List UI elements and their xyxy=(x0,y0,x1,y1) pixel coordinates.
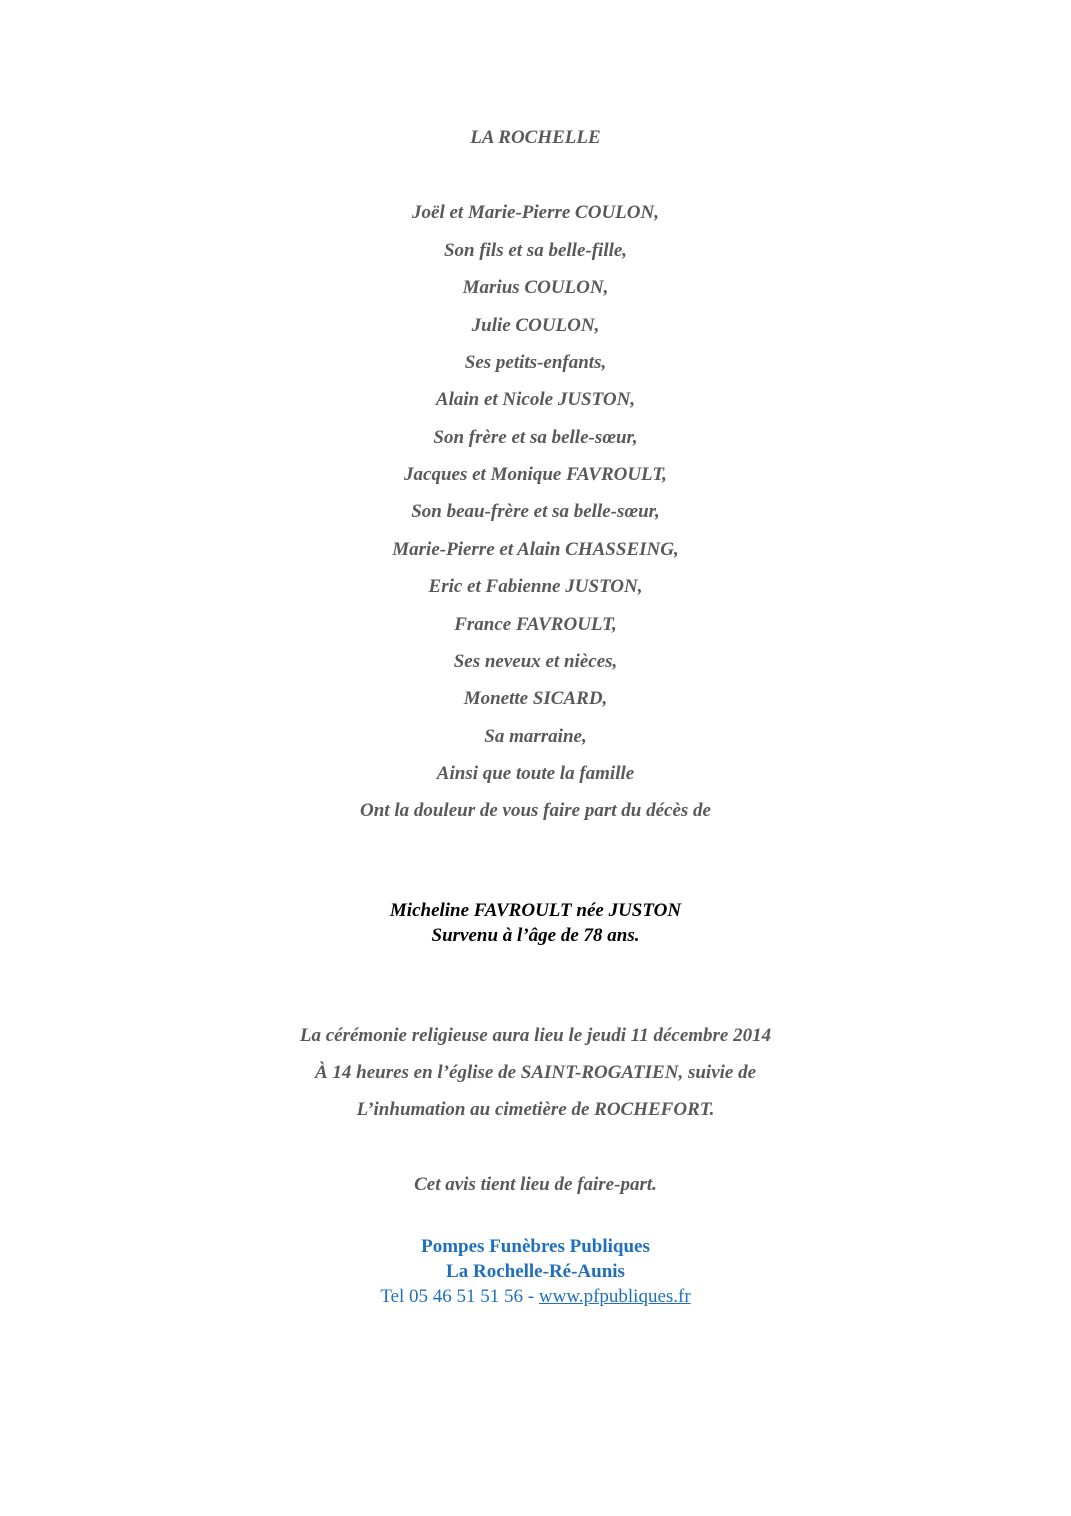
funeral-home-location: La Rochelle-Ré-Aunis xyxy=(446,1261,625,1282)
notice-text: Cet avis tient lieu de faire-part. xyxy=(414,1174,657,1195)
family-line-12: France FAVROULT, xyxy=(454,614,617,635)
family-line-15: Sa marraine, xyxy=(484,726,587,747)
city-heading: LA ROCHELLE xyxy=(470,127,601,148)
family-line-8: Jacques et Monique FAVROULT, xyxy=(404,464,667,485)
family-line-7: Son frère et sa belle-sœur, xyxy=(433,427,638,448)
family-line-14: Monette SICARD, xyxy=(463,688,608,709)
phone-label: Tel 05 46 51 51 56 - xyxy=(380,1286,539,1307)
funeral-home-name: Pompes Funèbres Publiques xyxy=(421,1236,650,1257)
family-line-13: Ses neveux et nièces, xyxy=(453,651,618,672)
ceremony-line-2: À 14 heures en l’église de SAINT-ROGATIEN, suivie de xyxy=(314,1062,757,1083)
family-line-1: Joël et Marie-Pierre COULON, xyxy=(412,202,659,223)
family-line-11: Eric et Fabienne JUSTON, xyxy=(428,576,643,597)
family-line-9: Son beau-frère et sa belle-sœur, xyxy=(411,501,660,522)
family-line-10: Marie-Pierre et Alain CHASSEING, xyxy=(392,539,679,560)
deceased-age: Survenu à l’âge de 78 ans. xyxy=(431,925,640,946)
family-line-6: Alain et Nicole JUSTON, xyxy=(435,389,636,410)
funeral-home-contact xyxy=(0,1285,1071,1309)
website-link[interactable]: www.pfpubliques.fr xyxy=(538,1286,691,1307)
family-line-2: Son fils et sa belle-fille, xyxy=(443,240,628,261)
ceremony-line-3: L’inhumation au cimetière de ROCHEFORT. xyxy=(356,1099,715,1120)
family-line-4: Julie COULON, xyxy=(471,315,600,336)
family-line-17: Ont la douleur de vous faire part du décès de xyxy=(360,800,711,821)
family-line-3: Marius COULON, xyxy=(462,277,609,298)
family-line-5: Ses petits-enfants, xyxy=(464,352,607,373)
family-line-16: Ainsi que toute la famille xyxy=(436,763,635,784)
deceased-name: Micheline FAVROULT née JUSTON xyxy=(389,900,682,921)
ceremony-line-1: La cérémonie religieuse aura lieu le jeudi 11 décembre 2014 xyxy=(299,1025,772,1046)
